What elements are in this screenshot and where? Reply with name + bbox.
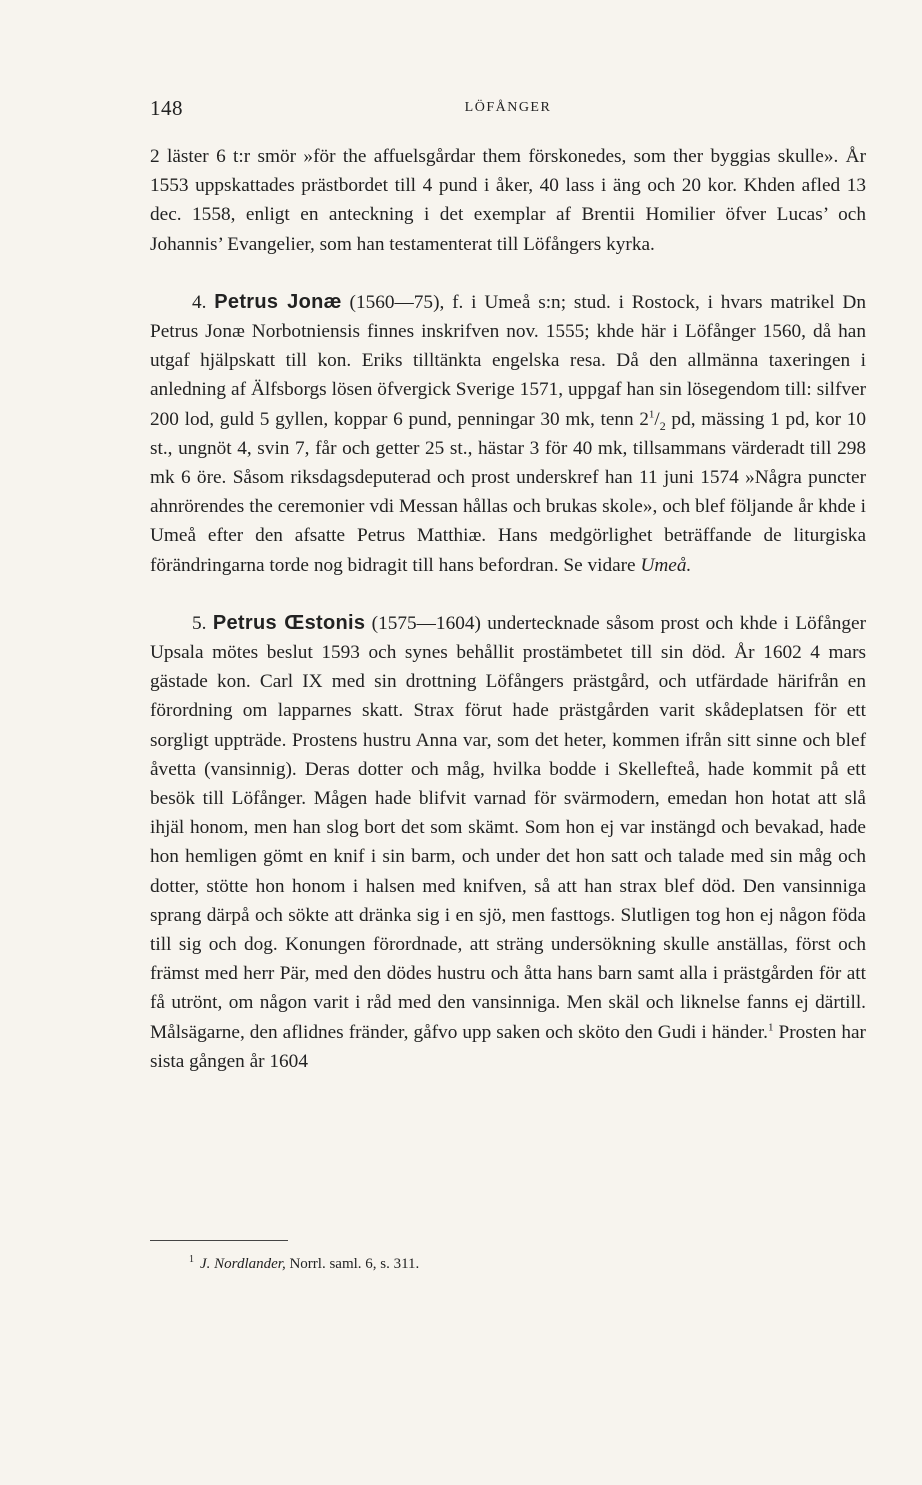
page-header: [150, 96, 866, 126]
fraction-denominator: 2: [659, 418, 666, 433]
fraction-numerator: 1: [648, 408, 655, 421]
page-number: 148: [150, 96, 183, 120]
footnote-mark: 1: [189, 1254, 194, 1265]
entry-5-number: 5.: [192, 612, 207, 634]
paragraph-gap: [150, 580, 866, 609]
footnote-reference: 1: [767, 1021, 774, 1034]
entry-5-paragraph: [150, 609, 866, 1076]
fraction: $2^1/_2$: [639, 408, 666, 433]
footnote: [189, 1256, 419, 1273]
entry-4-name: Petrus Jonæ: [214, 290, 342, 313]
entry-5-text-a: (1575—1604) undertecknade såsom prost och khde i Löfånger Upsala mötes beslut 1593 och synes behållit prostämbetet till sin död. År 1602 4 mars gästade kon. Carl IX med sin drottning Löfångers prästgård, och utfärdade härifrån en förordning om lapparnes skatt. Strax förut hade prästgården varit skådeplatsen för ett sorgligt uppträde. Prostens hustru Anna var, som det heter, kommen ifrån sitt sinne och blef åvetta (vansinnig). Deras dotter och måg, hvilka bodde i Skellefteå, hade kommit på ett besök till Löfånger. Mågen hade blifvit varnad för svärmodern, emedan hon hotat att slå ihjäl honom, men han slog bort det som skämt. Som hon ej var instängd och bevakad, hade hon hemligen gömt en knif i sin barm, och under det hon satt och talade med sin måg och dotter, stötte hon honom i halsen med knifven, så att han strax blef död. Den vansinniga sprang därpå och sökte att dränka sig i en sjö, men fasttogs. Slutligen tog hon ej någon föda till sig och dog. Konungen förordnade, att sträng undersökning skulle anställas, först och främst med herr Pär, med den dödes hustru och åtta hans barn samt alla i prästgården för att få utrönt, om någon varit i råd med den vansinniga. Men skäl och liknelse fanns ej därtill. Målsägarne, den aflidnes fränder, gåfvo upp saken och sköto den Gudi i händer.: [150, 612, 866, 1043]
page-body: [150, 142, 866, 1076]
fraction-whole: 2: [639, 408, 649, 430]
entry-5-text-b: Prosten har sista gången år 1604: [150, 1021, 866, 1072]
paragraph-gap: [150, 259, 866, 288]
entry-4-text-a: (1560—75), f. i Umeå s:n; stud. i Rostock, i hvars matrikel Dn Petrus Jonæ Norbotniensis finnes inskrifven nov. 1555; khde här i Löfånger 1560, då han utgaf hjälpskatt till kon. Eriks tilltänkta engelska resa. Då den allmänna taxeringen i anledning af Älfsborgs lösen öfvergick Sverige 1571, uppgaf han sin lösegendom till: silfver 200 lod, guld 5 gyllen, koppar 6 pund, penningar 30 mk, tenn: [150, 291, 866, 430]
entry-5-name: Petrus Œstonis: [212, 611, 366, 634]
opening-paragraph: 2 läster 6 t:r smör »för the affuelsgårdar them förskonedes, som ther byggias skulle». År 1553 uppskattades prästbordet till 4 pund i åker, 40 lass i äng och 20 kor. Khden afled 13 dec. 1558, enligt en anteckning i det exemplar af Brentii Homilier öfver Lucas’ och Johannis’ Evangelier, som han testamenterat till Löfångers kyrka.: [150, 146, 866, 255]
entry-4-text-b: pd, mässing 1 pd, kor 10 st., ungnöt 4, svin 7, får och getter 25 st., hästar 3 för 40 mk, tillsammans värderadt till 298 mk 6 öre. Såsom riksdagsdeputerad och prost underskref han 11 juni 1574 »Några puncter ahnrörendes the ceremonier vdi Messan hållas och brukas skole», och blef följande år khde i Umeå efter den afsatte Petrus Matthiæ. Hans medgörlighet beträffande de liturgiska förändringarna torde nog bidragit till hans befordran. Se vidare: [150, 408, 866, 576]
footnote-source: Norrl. saml. 6, s. 311.: [289, 1256, 420, 1272]
entry-4-number: 4.: [192, 291, 207, 313]
entry-4-paragraph: [150, 288, 866, 580]
footnote-author: J. Nordlander,: [200, 1256, 286, 1272]
footnote-rule: [150, 1240, 288, 1241]
see-reference: Umeå.: [640, 554, 692, 576]
running-head: LÖFÅNGER: [464, 100, 552, 115]
